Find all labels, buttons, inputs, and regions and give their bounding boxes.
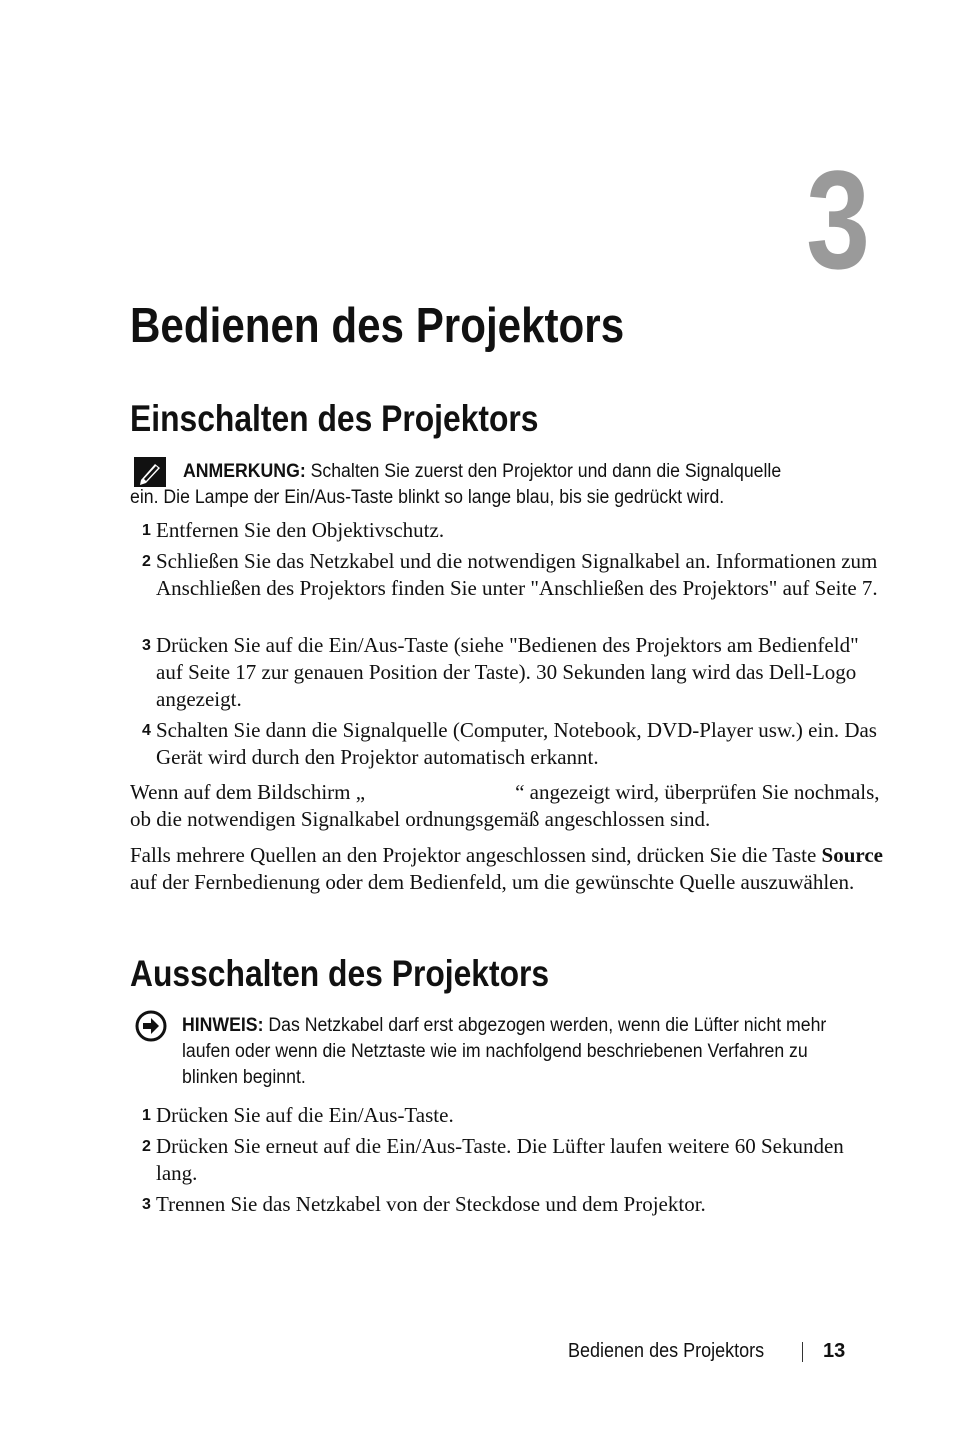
- list-item: [142, 548, 882, 602]
- step-text: Schließen Sie das Netzkabel und die notwendigen Signalkabel an. Informationen zum Anschließen des Projektors finden Sie unter "Anschließen des Projektors" auf Seite 7.: [156, 549, 878, 600]
- step-text: Schalten Sie dann die Signalquelle (Computer, Notebook, DVD-Player usw.) ein. Das Gerät wird durch den Projektor automatisch erkannt.: [156, 718, 877, 769]
- notice-block: [182, 1013, 856, 1091]
- note-label: ANMERKUNG:: [183, 461, 306, 482]
- step-text: Drücken Sie auf die Ein/Aus-Taste.: [156, 1103, 454, 1127]
- step-text: Trennen Sie das Netzkabel von der Steckdose und dem Projektor.: [156, 1192, 706, 1216]
- chapter-title: Bedienen des Projektors: [130, 299, 625, 353]
- list-item: [142, 1102, 882, 1129]
- note-line-1: [183, 459, 781, 485]
- section-heading-power-on: Einschalten des Projektors: [130, 398, 539, 439]
- step-number: 1: [142, 522, 151, 539]
- page-number: 13: [823, 1340, 846, 1362]
- step-number: 2: [142, 1138, 151, 1155]
- chapter-number: 3: [806, 141, 870, 298]
- pencil-note-icon: [133, 456, 167, 488]
- list-item: [142, 717, 882, 771]
- para-text: auf der Fernbedienung oder dem Bedienfeld, um die gewünschte Quelle auszuwählen.: [130, 870, 855, 894]
- para-text: “ angezeigt wird, überprüfen Sie nochmals, ob die notwendigen Signalkabel ordnungsgemäß angeschlossen sind.: [130, 780, 880, 831]
- para-text: Falls mehrere Quellen an den Projektor angeschlossen sind, drücken Sie die Taste: [130, 843, 822, 867]
- note-text-1: Schalten Sie zuerst den Projektor und dann die Signalquelle: [310, 461, 782, 482]
- source-key: Source: [821, 843, 883, 867]
- notice-arrow-icon: [135, 1010, 167, 1042]
- step-text: Drücken Sie auf die Ein/Aus-Taste (siehe "Bedienen des Projektors am Bedienfeld" auf Seite 17 zur genauen Position der Taste). 30 Sekunden lang wird das Dell-Logo angezeigt.: [156, 633, 859, 711]
- paragraph-no-signal: [130, 779, 890, 833]
- notice-label: HINWEIS:: [182, 1015, 264, 1036]
- step-number: 1: [142, 1107, 151, 1124]
- step-number: 4: [142, 722, 151, 739]
- note-line-2: ein. Die Lampe der Ein/Aus-Taste blinkt so lange blau, bis sie gedrückt wird.: [130, 487, 725, 508]
- list-item: [142, 517, 882, 544]
- list-item: [142, 632, 882, 713]
- step-text: Drücken Sie erneut auf die Ein/Aus-Taste. Die Lüfter laufen weitere 60 Sekunden lang.: [156, 1134, 844, 1185]
- step-text: Entfernen Sie den Objektivschutz.: [156, 518, 445, 542]
- list-item: [142, 1191, 882, 1218]
- paragraph-source: [130, 842, 890, 896]
- list-item: [142, 1133, 882, 1187]
- step-number: 2: [142, 553, 151, 570]
- notice-text: Das Netzkabel darf erst abgezogen werden, wenn die Lüfter nicht mehr laufen oder wenn die Netztaste wie im nachfolgend beschriebenen Verfahren zu blinken beginnt.: [182, 1015, 827, 1088]
- step-number: 3: [142, 1196, 151, 1213]
- section-heading-power-off: Ausschalten des Projektors: [130, 953, 550, 994]
- footer-title: Bedienen des Projektors: [568, 1340, 765, 1362]
- step-number: 3: [142, 637, 151, 654]
- para-text: Wenn auf dem Bildschirm „: [130, 780, 366, 804]
- footer-divider: [802, 1342, 803, 1362]
